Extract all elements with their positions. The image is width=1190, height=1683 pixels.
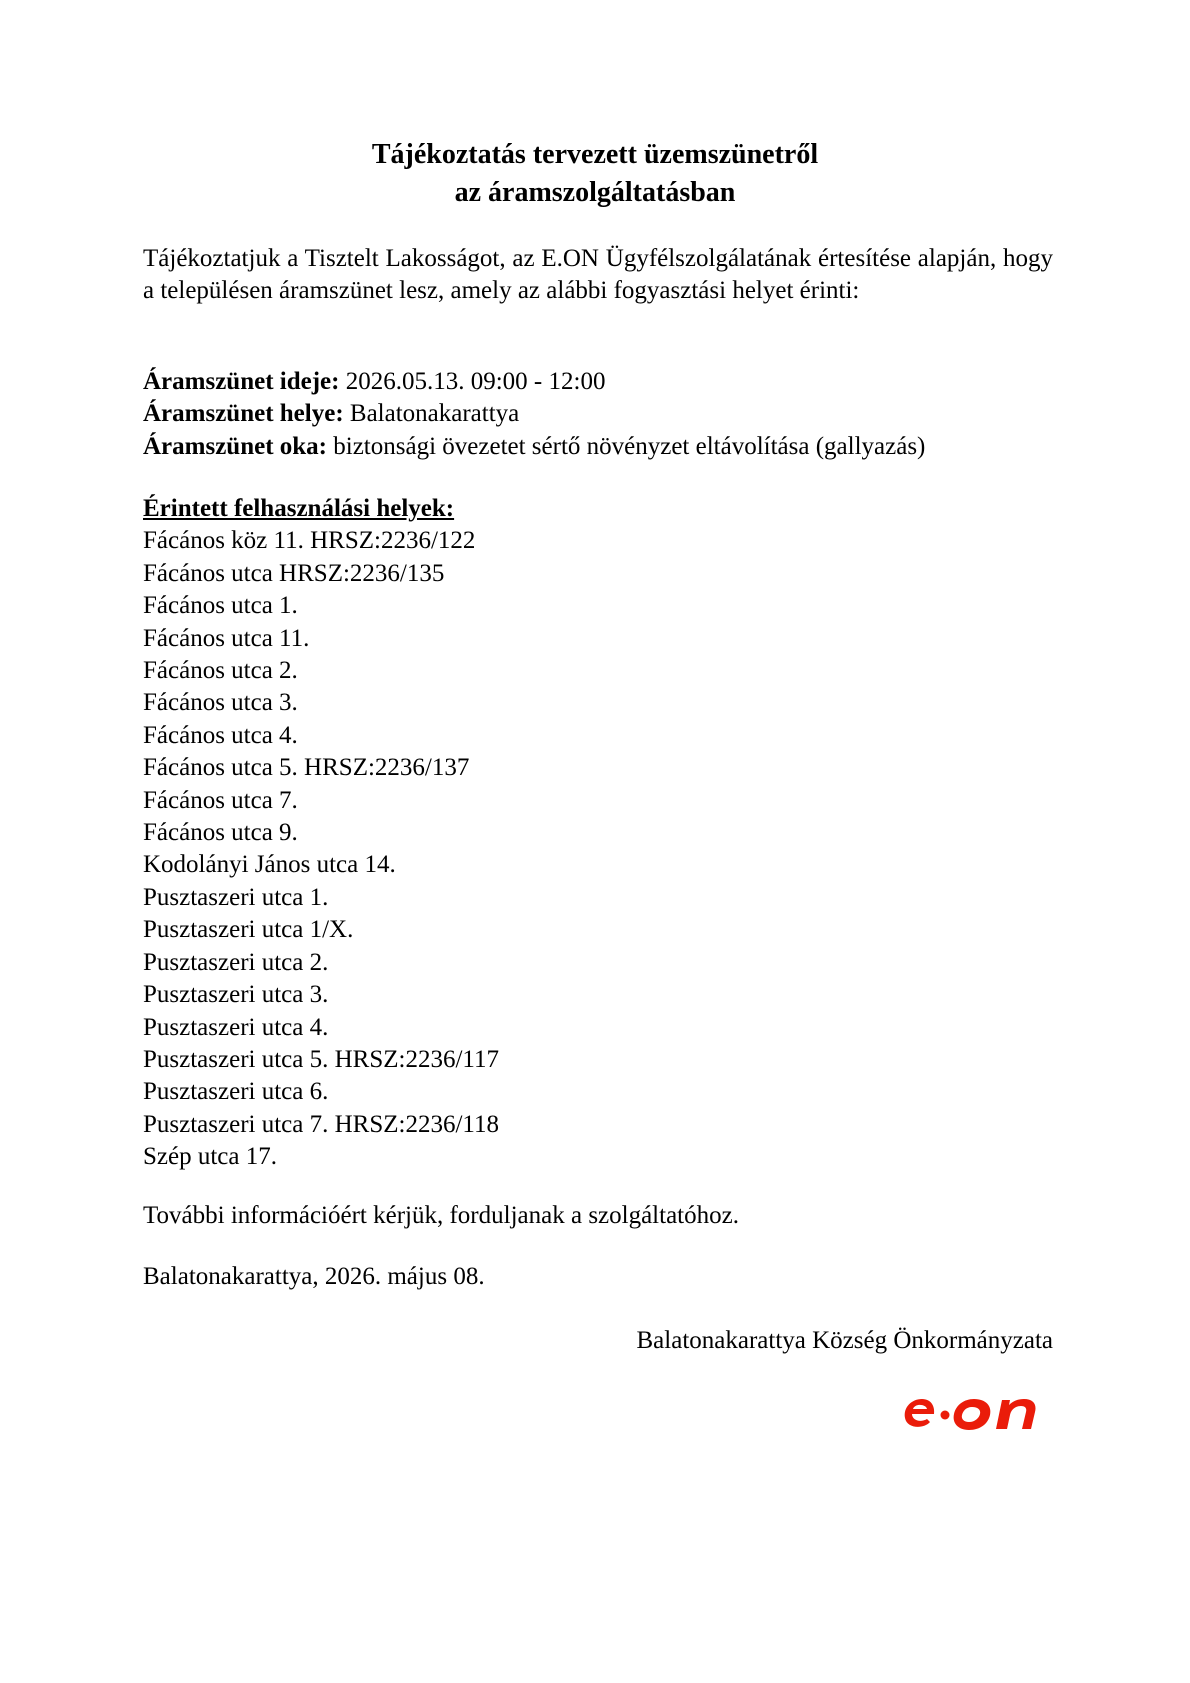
more-info-line: További információért kérjük, forduljanak a szolgáltatóhoz. [143, 1202, 739, 1229]
list-item: Pusztaszeri utca 4. [143, 1013, 329, 1041]
eon-logo-icon [900, 1385, 1045, 1441]
outage-place-value: Balatonakarattya [349, 400, 520, 428]
signature: Balatonakarattya Község Önkormányzata [636, 1327, 1053, 1354]
outage-reason-label: Áramszünet oka: [143, 432, 328, 460]
outage-place-label: Áramszünet helye: [143, 400, 344, 428]
dateline: Balatonakarattya, 2026. május 08. [143, 1263, 485, 1290]
list-item: Fácános utca 11. [143, 624, 310, 652]
list-item: Szép utca 17. [143, 1143, 277, 1171]
outage-details [143, 366, 1053, 463]
list-item: Pusztaszeri utca 1. [143, 883, 329, 911]
list-item: Fácános utca 1. [143, 592, 298, 620]
affected-locations-list [143, 525, 1053, 1173]
outage-time-label: Áramszünet ideje: [143, 368, 340, 395]
list-item: Kodolányi János utca 14. [143, 851, 396, 879]
list-item: Pusztaszeri utca 2. [143, 948, 329, 976]
list-item: Fácános utca 3. [143, 689, 298, 717]
list-item: Fácános utca 5. HRSZ:2236/137 [143, 754, 470, 782]
list-item: Pusztaszeri utca 3. [143, 981, 329, 1009]
list-item: Fácános utca 4. [143, 721, 298, 749]
list-item: Pusztaszeri utca 1/X. [143, 916, 354, 944]
outage-reason-row [143, 431, 1053, 463]
list-item: Pusztaszeri utca 7. HRSZ:2236/118 [143, 1110, 499, 1138]
title-line-2: az áramszolgáltatásban [454, 177, 736, 208]
affected-locations-heading: Érintett felhasználási helyek: [143, 495, 455, 522]
list-item: Fácános utca 7. [143, 786, 298, 814]
list-item: Pusztaszeri utca 5. HRSZ:2236/117 [143, 1045, 499, 1073]
intro-paragraph: Tájékoztatjuk a Tisztelt Lakosságot, az E.ON Ügyfélszolgálatának értesítése alapján, hogy a településen áramszünet lesz, amely az alábbi fogyasztási helyet érinti: [143, 245, 1053, 305]
intro-paragraph-block [143, 243, 1053, 308]
outage-reason-value: biztonsági övezetet sértő növényzet eltávolítása (gallyazás) [333, 432, 926, 460]
outage-time-value: 2026.05.13. 09:00 - 12:00 [345, 368, 606, 395]
list-item: Fácános utca HRSZ:2236/135 [143, 559, 445, 587]
title-line-1: Tájékoztatás tervezett üzemszünetről [371, 139, 819, 170]
list-item: Fácános köz 11. HRSZ:2236/122 [143, 527, 476, 555]
document-title [0, 136, 1190, 212]
affected-locations [143, 493, 1053, 1174]
list-item: Fácános utca 9. [143, 819, 298, 847]
outage-time-row [143, 366, 1053, 398]
list-item: Fácános utca 2. [143, 657, 298, 685]
list-item: Pusztaszeri utca 6. [143, 1078, 329, 1106]
outage-place-row [143, 398, 1053, 430]
